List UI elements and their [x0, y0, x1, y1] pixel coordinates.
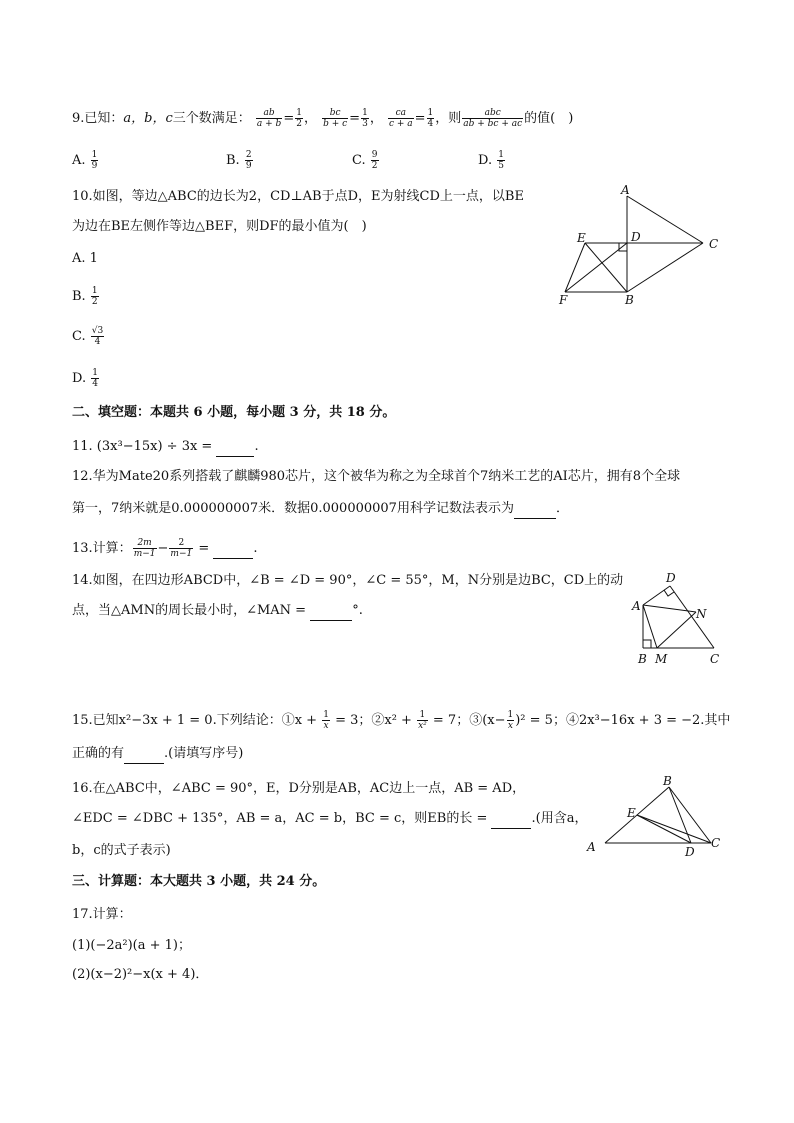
- q9-eq1: =: [283, 111, 295, 126]
- option-num: 2: [245, 150, 252, 160]
- q9-option-d[interactable]: [478, 150, 506, 171]
- q10-segment-fd: [565, 243, 627, 292]
- q14-label-d: D: [666, 571, 676, 585]
- q13-answer-blank[interactable]: [213, 540, 253, 559]
- q15-c1-den: x: [323, 721, 329, 731]
- option-fraction: [497, 150, 505, 171]
- q13-f2-den: m−1: [170, 549, 193, 559]
- q9-option-a[interactable]: [72, 150, 99, 171]
- q15-c2-den: x²: [418, 721, 427, 731]
- q13-label: 13.计算：: [72, 541, 132, 556]
- q9-tail: 的值( ): [524, 111, 574, 126]
- option-den: 9: [91, 161, 98, 171]
- q14-segment-ad: [643, 586, 670, 605]
- q10-label-c: C: [709, 237, 719, 251]
- q9-f1-num: ab: [256, 108, 282, 119]
- q9-then: ，则: [435, 111, 462, 126]
- option-fraction: [91, 326, 104, 347]
- q9-f4-num: abc: [462, 108, 523, 119]
- option-fraction: [91, 286, 99, 307]
- option-label: B.: [226, 153, 240, 168]
- q12-end: ．: [555, 501, 569, 516]
- q10-label-d: D: [631, 230, 641, 244]
- q14-segment-an: [643, 605, 696, 612]
- q9-r3-den: 4: [427, 119, 434, 129]
- q10-label-a: A: [621, 183, 630, 197]
- q16-segment-ed: [637, 815, 691, 843]
- q10-line1: 10.如图，等边△ABC的边长为2，CD⊥AB于点D，E为射线CD上一点，以BE: [72, 189, 524, 204]
- q16-label-c: C: [711, 836, 721, 850]
- section-2-heading: 二、填空题：本题共 6 小题，每小题 3 分，共 18 分。: [72, 405, 396, 420]
- q14-figure: [630, 570, 730, 670]
- q9-r2-num: 1: [362, 108, 368, 118]
- q9-fraction-3: [388, 108, 414, 129]
- q13-fraction-2: [169, 538, 193, 559]
- option-den: 4: [92, 379, 98, 389]
- q9-r3-num: 1: [427, 108, 434, 118]
- option-den: 2: [91, 297, 98, 307]
- q14-line2-text: 点，当△AMN的周长最小时，∠MAN =: [72, 603, 311, 618]
- q10-option-c[interactable]: [72, 326, 105, 347]
- option-den: 9: [245, 161, 252, 171]
- option-num: 1: [92, 368, 98, 378]
- q15-line2-end: .(请填写序号): [164, 746, 244, 761]
- q11: [72, 438, 259, 457]
- q10-label-b: B: [625, 293, 634, 307]
- q15-c1-fraction: [322, 710, 330, 731]
- q16-line1: 16.在△ABC中，∠ABC = 90°，E，D分别是AB，AC边上一点，AB = AD，: [72, 781, 526, 796]
- q15-c3a: ③(x−: [469, 713, 506, 728]
- q13-f1-den: m−1: [133, 549, 156, 559]
- q16-line2-end: .(用含a，: [531, 811, 588, 826]
- q16-label-a: A: [587, 840, 596, 854]
- option-num: 1: [91, 286, 98, 296]
- option-label: B.: [72, 289, 86, 304]
- option-num: 1: [91, 150, 98, 160]
- option-label: C.: [72, 329, 86, 344]
- q14-line2: [72, 602, 363, 621]
- q15-c2b: = 7；: [428, 713, 470, 728]
- q16-figure: [583, 775, 728, 860]
- q10-segment-bc: [627, 243, 703, 292]
- q10-label-f: F: [559, 293, 568, 307]
- option-den: 4: [94, 337, 101, 347]
- q15-c3-fraction: [507, 710, 515, 731]
- option-label: D.: [478, 153, 493, 168]
- q12-line2: [72, 500, 569, 519]
- q15-c3-den: x: [507, 721, 513, 731]
- q14-line2-end: °.: [352, 603, 363, 618]
- q15-pre: 15.已知x²−3x + 1 = 0.下列结论：: [72, 713, 282, 728]
- q14-segment-dc: [670, 586, 714, 648]
- section-3-heading: 三、计算题：本大题共 3 小题，共 24 分。: [72, 874, 326, 889]
- option-num: 1: [498, 150, 504, 160]
- q14-right-angle-d: [664, 590, 674, 596]
- q13-f2-num: 2: [169, 538, 193, 549]
- q12-line1: 12.华为Mate20系列搭载了麒麟980芯片，这个被华为称之为全球首个7纳米工艺的AI芯片，拥有8个全球: [72, 469, 681, 484]
- option-den: 2: [371, 161, 378, 171]
- q13-end: .: [253, 541, 258, 556]
- q16-label-b: B: [663, 775, 672, 788]
- q16-label-d: D: [685, 845, 695, 859]
- q15-c2-fraction: [417, 710, 428, 731]
- option-fraction: [91, 368, 99, 389]
- q9-ratio-3: [427, 108, 435, 129]
- q10-figure: [555, 180, 730, 310]
- q15-answer-blank[interactable]: [124, 745, 164, 764]
- option-label: A.: [72, 153, 86, 168]
- q15-line2-text: 正确的有: [72, 746, 125, 761]
- q13-minus: −: [157, 541, 169, 556]
- q10-option-a[interactable]: A. 1: [72, 251, 98, 266]
- q13-eq: =: [194, 541, 214, 556]
- q14-label-b: B: [638, 652, 647, 666]
- q13-fraction-1: [133, 538, 157, 559]
- q16-line2-text: ∠EDC = ∠DBC + 135°，AB = a，AC = b，BC = c，则EB的长 =: [72, 811, 492, 826]
- q16-label-e: E: [627, 806, 636, 820]
- q9-stem-mid: 三个数满足：: [172, 111, 251, 126]
- q9-f2-num: bc: [322, 108, 348, 119]
- q16-line3: b，c的式子表示): [72, 843, 171, 858]
- q12-line2-text: 第一，7纳米就是0.000000007米．数据0.000000007用科学记数法表示为: [72, 501, 514, 516]
- q9-option-b[interactable]: [226, 150, 254, 171]
- q9-f1-den: a + b: [256, 119, 282, 129]
- q9-r1-num: 1: [296, 108, 302, 118]
- option-fraction: [245, 150, 253, 171]
- option-label: C.: [352, 153, 366, 168]
- q11-expr: 11. (3x³−15x) ÷ 3x =: [72, 439, 217, 454]
- q10-label-e: E: [577, 231, 586, 245]
- q15-c2a: ②x² +: [371, 713, 417, 728]
- q9-r1-den: 2: [296, 119, 302, 129]
- q11-end: .: [254, 439, 259, 454]
- q16-line2: [72, 810, 587, 829]
- q9-eq2: =: [349, 111, 361, 126]
- option-num: √3: [91, 326, 104, 336]
- q9-f3-num: ca: [388, 108, 414, 119]
- q16-answer-blank[interactable]: [491, 810, 531, 829]
- q10-segment-eb: [585, 243, 627, 292]
- q9-eq3: =: [414, 111, 426, 126]
- q17-part-1: (1)(−2a²)(a + 1)；: [72, 938, 192, 953]
- q15-c3-num: 1: [507, 710, 514, 720]
- q15-c2-num: 1: [417, 710, 428, 721]
- q10-option-d[interactable]: [72, 368, 100, 389]
- q17-part-2: (2)(x−2)²−x(x + 4)．: [72, 967, 209, 982]
- q9-vars: a，b，c: [123, 111, 173, 126]
- q9-f4-den: ab + bc + ac: [463, 119, 523, 129]
- q9-r2-den: 3: [362, 119, 368, 129]
- option-num: 9: [371, 150, 378, 160]
- q10-line2: 为边在BE左侧作等边△BEF，则DF的最小值为( ): [72, 219, 367, 234]
- q15-c1b: = 3；: [330, 713, 372, 728]
- q9-ratio-2: [361, 108, 369, 129]
- option-fraction: [91, 150, 99, 171]
- q14-answer-blank[interactable]: [310, 602, 352, 621]
- q9-stem-prefix: 9.已知：: [72, 111, 124, 126]
- q9-stem: 9.已知：a，b，c三个数满足： $\frac{ab}{a + b}$ = $\frac{1}{2}$ ， $\frac{bc}{b + c}$ = $\frac{1}{3}$ ， $\frac{ca}{c + a}$ = $\frac{1}{4}$ ，则 $\frac{\text{abc}}{ab + bc + ac}$ 的值( ): [72, 108, 574, 129]
- q12-answer-blank[interactable]: [514, 500, 556, 519]
- q9-option-c[interactable]: [352, 150, 380, 171]
- q13-f1-num: 2m: [133, 538, 157, 549]
- q9-fraction-1: [256, 108, 282, 129]
- q9-fraction-4: [462, 108, 523, 129]
- option-fraction: [371, 150, 379, 171]
- q15-c1a: ①x +: [281, 713, 322, 728]
- q14-right-angle-b: [643, 640, 651, 648]
- option-den: 5: [498, 161, 504, 171]
- q14-label-a: A: [632, 599, 641, 613]
- q13: [72, 538, 258, 559]
- q9-f3-den: c + a: [388, 119, 413, 129]
- q14-line1: 14.如图，在四边形ABCD中，∠B = ∠D = 90°，∠C = 55°，M，N分别是边BC，CD上的动: [72, 573, 624, 588]
- option-label: D.: [72, 371, 87, 386]
- q15-line2: [72, 745, 243, 764]
- q15-c1-num: 1: [323, 710, 329, 720]
- q14-segment-mn: [657, 612, 696, 648]
- q9-ratio-1: [295, 108, 303, 129]
- q9-fraction-2: [322, 108, 348, 129]
- q15-c3b: )² = 5；: [515, 713, 566, 728]
- q15-c4: ④2x³−16x + 3 = −2.其中: [565, 713, 731, 728]
- q11-answer-blank[interactable]: [216, 438, 254, 457]
- q15-line1: [72, 710, 730, 731]
- q14-segment-am: [643, 605, 657, 648]
- q14-label-m: M: [655, 652, 668, 666]
- q14-label-c: C: [710, 652, 720, 666]
- q14-label-n: N: [696, 607, 707, 621]
- q9-f2-den: b + c: [323, 119, 348, 129]
- q17-label: 17.计算：: [72, 907, 132, 922]
- q10-option-b[interactable]: [72, 286, 100, 307]
